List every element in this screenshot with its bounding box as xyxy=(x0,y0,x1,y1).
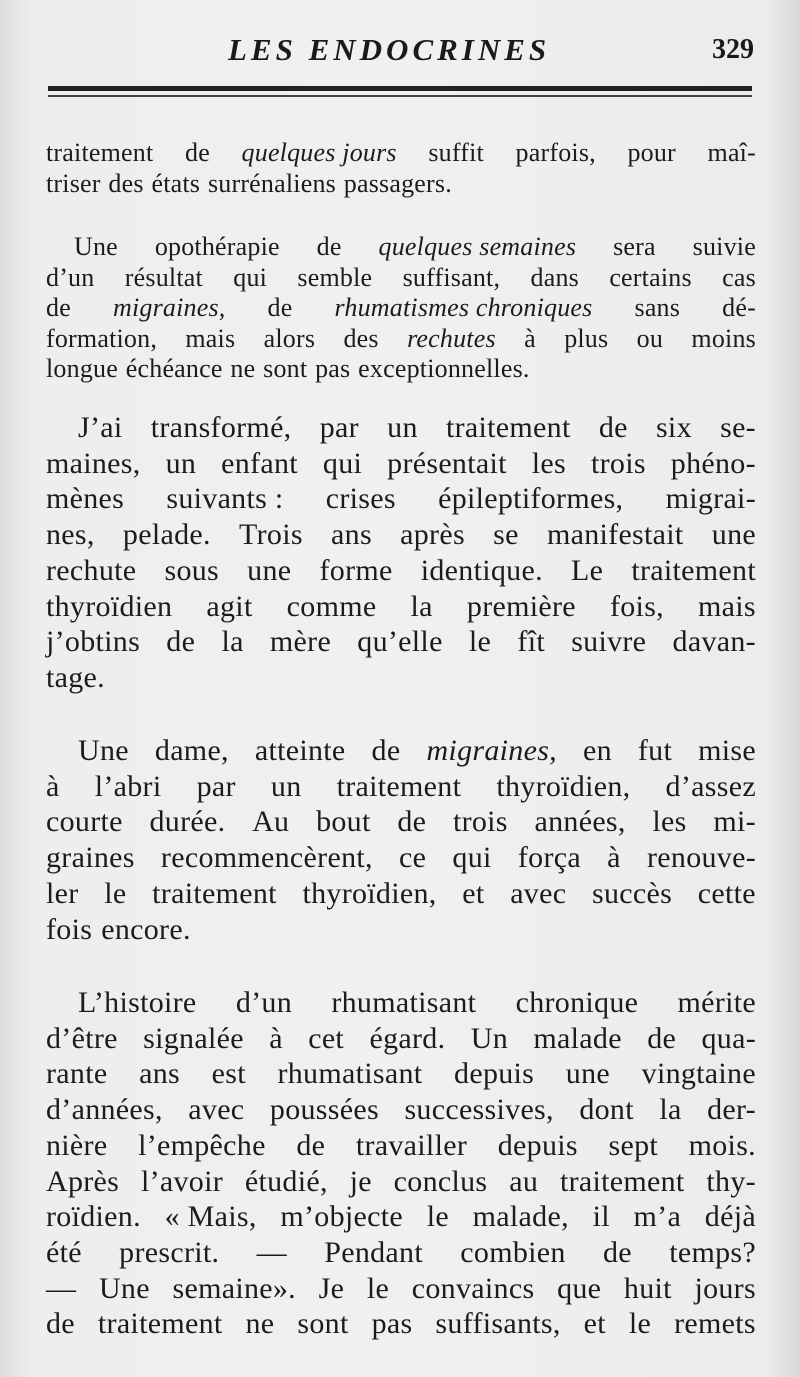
word: combien xyxy=(460,1235,566,1269)
text-line xyxy=(46,354,756,385)
word: thyroïdien, xyxy=(496,769,631,803)
word: qua- xyxy=(701,1021,756,1055)
word: à xyxy=(524,323,536,353)
word: une xyxy=(711,518,756,552)
word: opothérapie xyxy=(154,232,280,261)
word: un xyxy=(165,446,197,480)
word: d’être xyxy=(46,1021,118,1055)
word: échéance xyxy=(125,354,223,383)
word: malade xyxy=(533,1021,622,1055)
word: ne xyxy=(245,1307,275,1341)
word: prescrit. xyxy=(119,1235,220,1269)
word: durée. xyxy=(149,805,226,839)
word: temps? xyxy=(669,1235,756,1269)
word: L’histoire xyxy=(78,986,197,1019)
word: après xyxy=(400,518,465,552)
word: fut xyxy=(637,734,673,767)
word: de xyxy=(316,232,342,261)
word: trois xyxy=(590,446,646,480)
word: il xyxy=(592,1200,610,1234)
word: Je xyxy=(318,1271,345,1305)
word: maî- xyxy=(707,138,756,167)
word: recommencèrent, xyxy=(160,841,373,875)
word: ans xyxy=(139,1057,180,1091)
word: un xyxy=(270,769,302,803)
paragraph-5 xyxy=(46,985,756,1342)
word: l’abri xyxy=(94,769,162,803)
text-line xyxy=(46,769,756,805)
word: rante xyxy=(46,1057,108,1091)
word: signalée xyxy=(143,1021,244,1055)
word: suffisant, xyxy=(402,262,501,292)
text-line xyxy=(46,553,756,589)
word: rhumatisant xyxy=(331,986,477,1019)
word: première xyxy=(466,589,576,623)
word: de xyxy=(166,625,196,659)
word: d’un xyxy=(46,262,95,292)
word: sous xyxy=(164,553,220,587)
word: la xyxy=(221,625,244,659)
word: de xyxy=(267,293,293,322)
word: qui xyxy=(322,446,363,480)
text-line xyxy=(46,1021,756,1057)
word: traitement xyxy=(46,138,154,167)
text-line xyxy=(46,1199,756,1235)
word: roïdien. xyxy=(46,1200,141,1234)
text-line xyxy=(46,1128,756,1164)
word: passagers. xyxy=(343,168,452,198)
word: traitement xyxy=(559,1164,685,1198)
word: graines xyxy=(46,841,135,875)
word: thy- xyxy=(706,1164,756,1198)
text-line xyxy=(46,517,756,553)
word: Une xyxy=(98,1271,150,1305)
word: qui xyxy=(452,841,492,875)
word: travailler xyxy=(355,1128,468,1162)
word: sept xyxy=(608,1128,659,1162)
word: années, xyxy=(534,805,626,839)
word: quelques semaines xyxy=(378,232,577,261)
word: semble xyxy=(297,262,373,292)
word: crises xyxy=(325,482,396,516)
word: semaine». xyxy=(172,1271,296,1305)
word: depuis xyxy=(454,1057,535,1091)
word: de xyxy=(598,411,628,444)
word: à xyxy=(269,1021,283,1055)
word: dame, xyxy=(154,734,229,767)
word: Au xyxy=(252,805,290,839)
word: d’un xyxy=(235,986,293,1019)
word: traitement xyxy=(445,411,571,444)
word: été xyxy=(46,1235,82,1269)
page-header xyxy=(46,30,758,80)
word: la xyxy=(410,589,433,623)
word: identique. xyxy=(420,553,543,587)
word: mérite xyxy=(677,986,756,1019)
word: à xyxy=(46,769,60,803)
word: de xyxy=(397,805,427,839)
word: d’années, xyxy=(46,1093,163,1127)
text-line xyxy=(46,876,756,912)
word: succès xyxy=(592,876,673,910)
word: par xyxy=(319,411,359,444)
word: mènes xyxy=(46,482,125,516)
paragraph-4 xyxy=(46,733,756,947)
word: mais xyxy=(185,323,236,353)
word: fît xyxy=(517,625,545,659)
word: le xyxy=(366,1271,390,1305)
word: cette xyxy=(697,876,756,910)
word: m’a xyxy=(633,1200,682,1234)
word: manifestait xyxy=(546,518,684,552)
word: « Mais, xyxy=(164,1200,257,1234)
word: nes, xyxy=(46,518,95,552)
word: de xyxy=(46,1307,75,1341)
word: huit xyxy=(623,1271,672,1305)
word: égard. xyxy=(369,1021,446,1055)
word: l’empêche xyxy=(138,1128,266,1162)
word: est xyxy=(211,1057,246,1091)
text-line xyxy=(46,293,756,324)
text-line xyxy=(46,232,756,263)
text-line xyxy=(46,138,756,169)
word: renouve- xyxy=(646,841,756,875)
text-line xyxy=(46,446,756,482)
text-line xyxy=(46,589,756,625)
word: présentait xyxy=(387,446,507,480)
text-line xyxy=(46,1164,756,1200)
header-rule xyxy=(48,86,752,100)
text-line xyxy=(46,660,756,696)
header-rule-thick xyxy=(48,86,752,91)
word: les xyxy=(531,446,566,480)
text-line xyxy=(46,324,756,355)
word: Pendant xyxy=(324,1235,423,1269)
word: en xyxy=(582,734,612,767)
text-line xyxy=(46,624,756,660)
word: traitement xyxy=(97,1307,223,1341)
word: triser xyxy=(46,168,101,198)
word: suivie xyxy=(692,232,756,261)
word: m’objecte xyxy=(280,1200,404,1234)
word: sans xyxy=(634,293,681,322)
word: pelade. xyxy=(122,518,211,552)
word: fois xyxy=(46,912,93,946)
word: — xyxy=(46,1271,77,1305)
word: la xyxy=(659,1093,682,1127)
word: ler xyxy=(46,876,79,910)
word: traitement xyxy=(152,876,277,910)
word: Une xyxy=(74,232,118,261)
text-line xyxy=(46,912,756,948)
text-line xyxy=(46,1306,756,1342)
word: pas xyxy=(371,1307,413,1341)
word: avec xyxy=(188,1093,245,1127)
word: déjà xyxy=(704,1200,756,1234)
word: Une xyxy=(78,734,129,767)
word: j’obtins xyxy=(46,625,141,659)
word: formation, xyxy=(46,323,158,353)
word: courte xyxy=(46,805,123,839)
word: phéno- xyxy=(670,446,756,480)
word: je xyxy=(349,1164,372,1198)
word: tage. xyxy=(46,660,105,694)
word: mère xyxy=(269,625,332,659)
word: au xyxy=(509,1164,539,1198)
word: maines, xyxy=(46,446,141,480)
text-line xyxy=(46,804,756,840)
word: de xyxy=(603,1235,632,1269)
word: le xyxy=(104,876,127,910)
word: Trois xyxy=(239,518,303,552)
word: Un xyxy=(470,1021,509,1055)
word: vingtaine xyxy=(641,1057,756,1091)
word: transformé, xyxy=(150,411,292,444)
word: de xyxy=(296,1128,326,1162)
word: poussées xyxy=(269,1093,379,1127)
word: malade, xyxy=(472,1200,569,1234)
page-number: 329 xyxy=(712,34,754,65)
word: rhumatisant xyxy=(277,1057,423,1091)
word: J’ai xyxy=(78,411,123,444)
word: convaincs xyxy=(411,1271,535,1305)
word: sont xyxy=(297,1307,349,1341)
word: les xyxy=(652,805,687,839)
paragraph-1 xyxy=(46,138,756,199)
word: suivre xyxy=(571,625,647,659)
word: rechutes xyxy=(407,323,496,353)
word: mi- xyxy=(713,805,756,839)
word: suffisants, xyxy=(435,1307,561,1341)
word: — xyxy=(256,1235,287,1269)
word: se- xyxy=(720,411,756,444)
word: résultat xyxy=(124,262,203,292)
word: successives, xyxy=(404,1093,554,1127)
word: exceptionnelles. xyxy=(358,354,530,383)
word: de xyxy=(185,138,210,167)
word: et xyxy=(583,1307,606,1341)
word: Le xyxy=(570,553,604,587)
word: dé- xyxy=(722,293,756,322)
word: enfant xyxy=(221,446,298,480)
word: atteinte xyxy=(254,734,346,767)
word: le xyxy=(426,1200,449,1234)
text-line xyxy=(46,481,756,517)
word: ans xyxy=(331,518,372,552)
word: encore. xyxy=(101,912,191,946)
word: nière xyxy=(46,1128,108,1162)
word: étudié, xyxy=(244,1164,328,1198)
word: longue xyxy=(46,354,118,383)
word: de xyxy=(46,293,71,322)
word: qui xyxy=(233,262,268,292)
header-rule-thin xyxy=(48,95,752,97)
word: fois, xyxy=(609,589,664,623)
text-line xyxy=(46,263,756,294)
word: ou xyxy=(636,323,664,353)
word: mise xyxy=(698,734,756,767)
word: sont xyxy=(263,354,308,383)
word: rhumatismes chroniques xyxy=(334,293,593,322)
word: dont xyxy=(579,1093,634,1127)
word: le xyxy=(468,625,492,659)
word: un xyxy=(387,411,418,444)
word: se xyxy=(493,518,519,552)
text-line xyxy=(46,840,756,876)
word: surrénaliens xyxy=(207,168,336,198)
word: qu’elle xyxy=(357,625,443,659)
word: certains xyxy=(609,262,692,292)
word: plus xyxy=(564,323,609,353)
word: chronique xyxy=(515,986,639,1019)
word: mois. xyxy=(688,1128,756,1162)
word: thyroïdien, xyxy=(302,876,437,910)
word: migraines, xyxy=(113,293,226,322)
word: trois xyxy=(452,805,508,839)
word: et xyxy=(462,876,485,910)
word: à xyxy=(607,841,621,875)
word: thyroïdien xyxy=(46,589,173,623)
word: états xyxy=(151,168,201,198)
word: conclus xyxy=(393,1164,488,1198)
text-line xyxy=(46,1271,756,1307)
word: agit xyxy=(206,589,253,623)
word: mais xyxy=(698,589,756,623)
word: traitement xyxy=(336,769,462,803)
word: le xyxy=(628,1307,652,1341)
word: suffit xyxy=(428,138,484,167)
word: alors xyxy=(263,323,316,353)
word: suivants : xyxy=(166,482,284,516)
word: sera xyxy=(613,232,656,261)
word: de xyxy=(371,734,401,767)
word: cet xyxy=(308,1021,345,1055)
word: une xyxy=(247,553,292,587)
word: der- xyxy=(707,1093,756,1127)
word: que xyxy=(557,1271,602,1305)
word: traitement xyxy=(631,553,756,587)
word: rechute xyxy=(46,553,137,587)
word: avec xyxy=(510,876,567,910)
word: força xyxy=(517,841,581,875)
word: bout xyxy=(316,805,371,839)
word: davan- xyxy=(672,625,756,659)
word: migraines, xyxy=(426,734,557,767)
text-line xyxy=(46,169,756,200)
word: d’assez xyxy=(665,769,756,803)
word: de xyxy=(647,1021,677,1055)
word: parfois, xyxy=(515,138,596,167)
word: depuis xyxy=(497,1128,578,1162)
word: pas xyxy=(315,354,351,383)
word: des xyxy=(343,323,379,353)
word: ne xyxy=(230,354,256,383)
word: ce xyxy=(399,841,427,875)
paragraph-3 xyxy=(46,410,756,696)
word: une xyxy=(565,1057,611,1091)
word: par xyxy=(196,769,236,803)
word: épileptiformes, xyxy=(438,482,624,516)
text-line xyxy=(46,1235,756,1271)
word: moins xyxy=(691,323,756,353)
word: migrai- xyxy=(665,482,756,516)
word: comme xyxy=(286,589,377,623)
word: cas xyxy=(722,262,756,292)
text-line xyxy=(46,1092,756,1128)
text-line xyxy=(46,410,756,446)
word: forme xyxy=(319,553,393,587)
word: l’avoir xyxy=(140,1164,224,1198)
paragraph-2 xyxy=(46,232,756,385)
word: Après xyxy=(46,1164,120,1198)
text-line xyxy=(46,733,756,769)
word: six xyxy=(655,411,692,444)
text-line xyxy=(46,1056,756,1092)
running-title: LES ENDOCRINES xyxy=(228,32,551,67)
word: remets xyxy=(674,1307,756,1341)
word: des xyxy=(108,168,144,198)
word: jours xyxy=(694,1271,756,1305)
word: pour xyxy=(627,138,676,167)
text-line xyxy=(46,985,756,1021)
word: quelques jours xyxy=(241,138,397,167)
word: dans xyxy=(530,262,579,292)
